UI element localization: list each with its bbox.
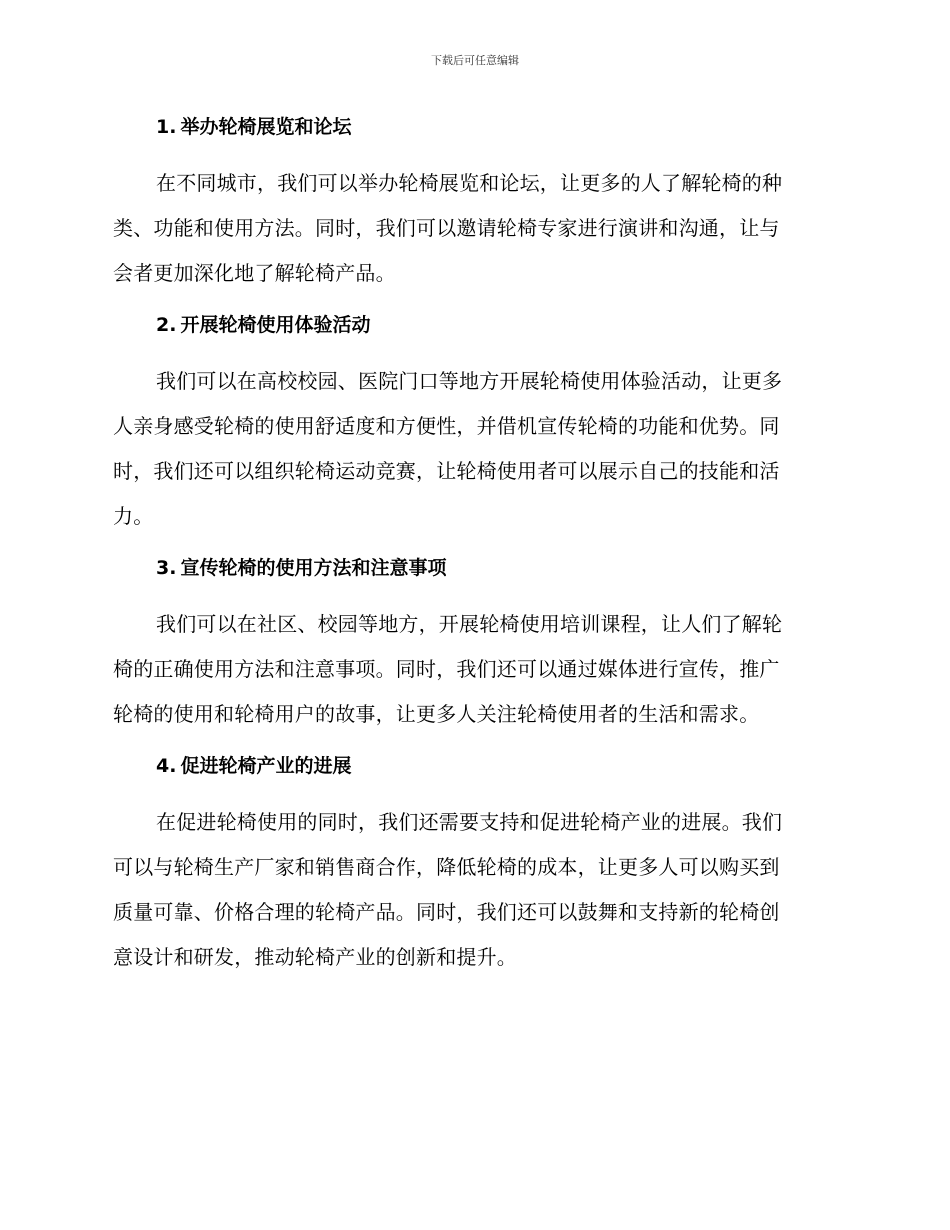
section-title: 促进轮椅产业的进展 [180, 755, 352, 777]
section-title: 宣传轮椅的使用方法和注意事项 [180, 557, 447, 579]
section-number: 4. [156, 755, 177, 777]
section-paragraph [113, 161, 835, 296]
paragraph-line: 在促进轮椅使用的同时，我们还需要支持和促进轮椅产业的进展。我们 [156, 810, 783, 834]
section-heading [113, 112, 835, 142]
section-title: 开展轮椅使用体验活动 [180, 314, 371, 336]
page-header: 下载后可任意编辑 [431, 54, 519, 67]
section-3 [113, 553, 835, 737]
paragraph-line: 我们可以在社区、校园等地方，开展轮椅使用培训课程，让人们了解轮 [156, 612, 783, 636]
section-1 [113, 112, 835, 296]
paragraph-line: 意设计和研发，推动轮椅产业的创新和提升。 [113, 945, 517, 969]
paragraph-line: 人亲身感受轮椅的使用舒适度和方便性，并借机宣传轮椅的功能和优势。同 [113, 414, 780, 438]
paragraph-line: 力。 [113, 504, 154, 528]
section-heading [113, 553, 835, 583]
paragraph-line: 可以与轮椅生产厂家和销售商合作，降低轮椅的成本，让更多人可以购买到 [113, 855, 780, 879]
section-title: 举办轮椅展览和论坛 [180, 116, 352, 138]
paragraph-line: 类、功能和使用方法。同时，我们可以邀请轮椅专家进行演讲和沟通，让与 [113, 216, 780, 240]
section-heading [113, 751, 835, 781]
section-paragraph [113, 359, 835, 539]
paragraph-line: 在不同城市，我们可以举办轮椅展览和论坛，让更多的人了解轮椅的种 [156, 171, 783, 195]
section-heading [113, 310, 835, 340]
paragraph-line: 质量可靠、价格合理的轮椅产品。同时，我们还可以鼓舞和支持新的轮椅创 [113, 900, 780, 924]
section-number: 2. [156, 314, 177, 336]
section-number: 3. [156, 557, 177, 579]
section-number: 1. [156, 116, 177, 138]
section-2 [113, 310, 835, 539]
paragraph-line: 我们可以在高校校园、医院门口等地方开展轮椅使用体验活动，让更多 [156, 369, 783, 393]
section-4 [113, 751, 835, 980]
paragraph-line: 时，我们还可以组织轮椅运动竞赛，让轮椅使用者可以展示自己的技能和活 [113, 459, 780, 483]
paragraph-line: 椅的正确使用方法和注意事项。同时，我们还可以通过媒体进行宣传，推广 [113, 657, 780, 681]
document-content [113, 112, 835, 994]
section-paragraph [113, 602, 835, 737]
section-paragraph [113, 800, 835, 980]
paragraph-line: 轮椅的使用和轮椅用户的故事，让更多人关注轮椅使用者的生活和需求。 [113, 702, 760, 726]
paragraph-line: 会者更加深化地了解轮椅产品。 [113, 261, 396, 285]
